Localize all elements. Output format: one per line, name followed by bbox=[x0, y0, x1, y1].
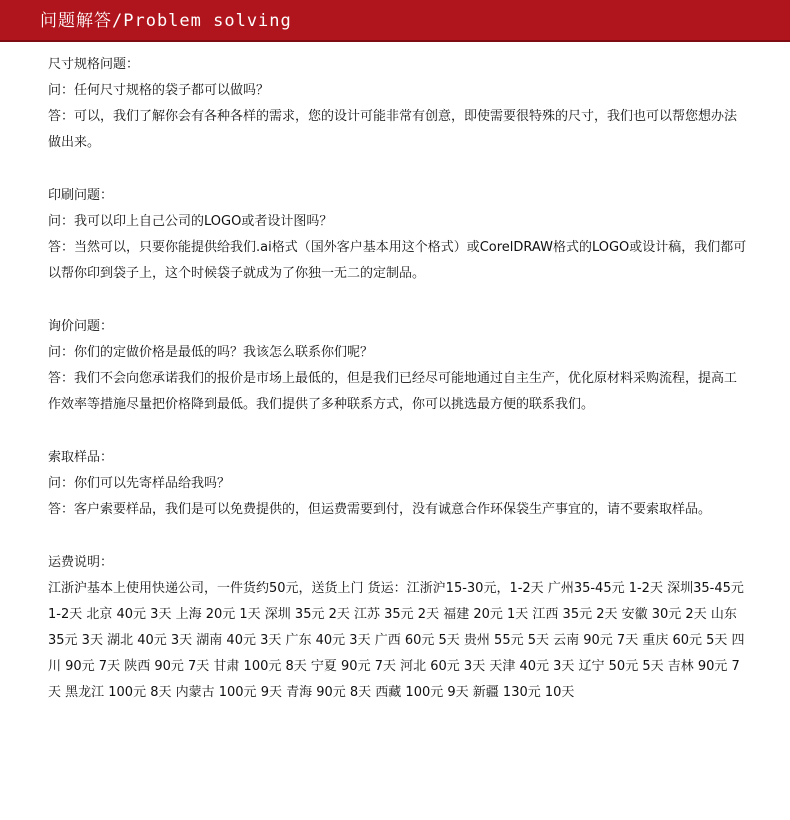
shipping-section bbox=[48, 550, 748, 706]
faq-section-pricing bbox=[48, 314, 748, 418]
faq-answer: 答：可以，我们了解你会有各种各样的需求，您的设计可能非常有创意，即使需要很特殊的尺寸，我们也可以帮您想办法做出来。 bbox=[48, 109, 738, 150]
faq-question: 问：我可以印上自己公司的LOGO或者设计图吗？ bbox=[48, 214, 333, 229]
faq-answer: 答：客户索要样品，我们是可以免费提供的，但运费需要到付，没有诚意合作环保袋生产事宜的，请不要索取样品。 bbox=[48, 502, 712, 517]
faq-section-printing bbox=[48, 183, 748, 287]
section-heading: 索取样品： bbox=[48, 450, 114, 465]
section-heading: 印刷问题： bbox=[48, 188, 114, 203]
header-bar bbox=[0, 0, 790, 42]
faq-question: 问：你们的定做价格是最低的吗？我该怎么联系你们呢？ bbox=[48, 345, 374, 360]
page-title: 问题解答/Problem solving bbox=[40, 11, 292, 31]
faq-content bbox=[48, 52, 748, 706]
faq-section-size bbox=[48, 52, 748, 156]
section-heading: 尺寸规格问题： bbox=[48, 57, 140, 72]
shipping-rates-text: 江浙沪基本上使用快递公司，一件货约50元，送货上门 货运：江浙沪15-30元，1-2天 广州35-45元 1-2天 深圳35-45元 1-2天 北京 40元 3天 上海 20元 1天 深圳 35元 2天 江苏 35元 2天 福建 20元 1天 江西 35元 2天 安徽 30元 2天 山东 35元 3天 湖北 40元 3天 湖南 40元 3天 广东 40元 3天 广西 60元 5天 贵州 55元 5天 云南 90元 7天 重庆 60元 5天 四川 90元 7天 陕西 90元 7天 甘肃 100元 8天 宁夏 90元 7天 河北 60元 3天 天津 40元 3天 辽宁 50元 5天 吉林 90元 7天 黑龙江 100元 8天 内蒙古 100元 9天 青海 90元 8天 西藏 100元 9天 新疆 130元 10天 bbox=[48, 581, 745, 700]
faq-question: 问：任何尺寸规格的袋子都可以做吗？ bbox=[48, 83, 270, 98]
faq-answer: 答：当然可以，只要你能提供给我们.ai格式（国外客户基本用这个格式）或CorelDRAW格式的LOGO或设计稿，我们都可以帮你印到袋子上，这个时候袋子就成为了你独一无二的定制品。 bbox=[48, 240, 747, 281]
section-heading: 询价问题： bbox=[48, 319, 114, 334]
faq-section-samples bbox=[48, 445, 748, 523]
faq-answer: 答：我们不会向您承诺我们的报价是市场上最低的，但是我们已经尽可能地通过自主生产，优化原材料采购流程，提高工作效率等措施尽量把价格降到最低。我们提供了多种联系方式，你可以挑选最方便的联系我们。 bbox=[48, 371, 738, 412]
faq-question: 问：你们可以先寄样品给我吗？ bbox=[48, 476, 231, 491]
section-heading: 运费说明： bbox=[48, 555, 114, 570]
